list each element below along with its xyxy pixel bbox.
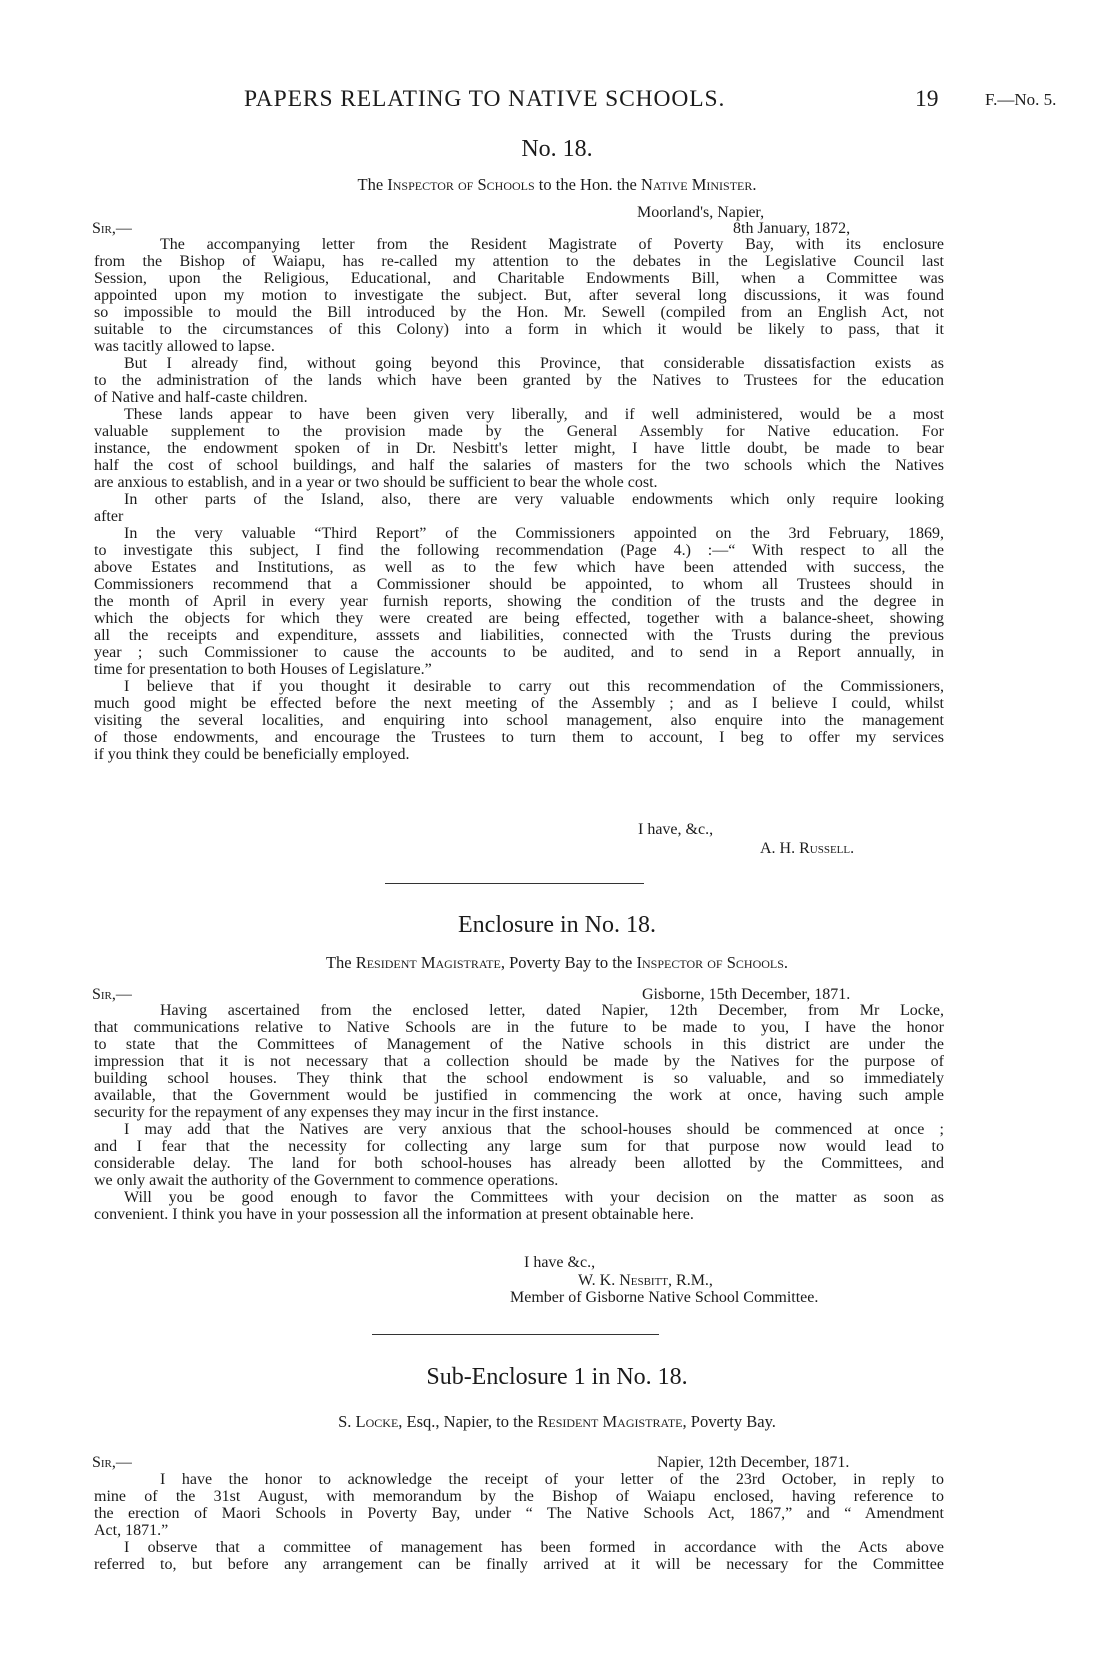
letter-salutation: Sir,— — [92, 220, 132, 237]
body-text-line: half the cost of school buildings, and half the salaries of masters for the two schools which the Natives — [94, 457, 944, 474]
body-text-line: But I already find, without going beyond this Province, that considerable dissatisfaction exists as — [124, 355, 944, 372]
body-text-line: In the very valuable “Third Report” of the Commissioners appointed on the 3rd February, 1869, — [124, 525, 944, 542]
body-text-line: we only await the authority of the Government to commence operations. — [94, 1172, 559, 1189]
body-text-line: I believe that if you thought it desirable to carry out this recommendation of the Commissioners, — [124, 678, 944, 695]
sender-title: Inspector of Schools — [387, 175, 535, 194]
body-text-line: Will you be good enough to favor the Committees with your decision on the matter as soon as — [124, 1189, 944, 1206]
body-text-line: if you think they could be beneficially employed. — [94, 746, 410, 763]
recipient-title: Resident Magistrate — [537, 1412, 683, 1431]
body-text-line: much good might be effected before the next meeting of the Assembly ; and as I believe I could, whilst — [94, 695, 944, 712]
body-text-line: available, that the Government would be justified in commencing the work at once, having such ample — [94, 1087, 944, 1104]
enclosure-place-date: Gisborne, 15th December, 1871. — [642, 986, 851, 1003]
body-text-line: building school houses. They think that the school endowment is so valuable, and so immediately — [94, 1070, 944, 1087]
sub-enclosure-addressing: S. Locke, Esq., Napier, to the Resident Magistrate, Poverty Bay. — [338, 1412, 776, 1431]
body-text-line: security for the repayment of any expenses they may incur in the first instance. — [94, 1104, 599, 1121]
letter-place: Moorland's, Napier, — [637, 204, 765, 221]
body-text-line: the erection of Maori Schools in Poverty Bay, under “ The Native Schools Act, 1867,” and “ Amendment — [94, 1505, 944, 1522]
body-text-line: the month of April in every year furnish reports, showing the condition of the trusts and the degree in — [94, 593, 944, 610]
body-text-line: time for presentation to both Houses of Legislature.” — [94, 661, 432, 678]
section-divider — [385, 883, 644, 884]
sender-title: Resident Magistrate — [355, 953, 501, 972]
body-text-line: all the receipts and expenditure, asssets and liabilities, connected with the Trusts during the previous — [94, 627, 944, 644]
sub-enclosure-salutation: Sir,— — [92, 1454, 132, 1471]
enclosure-signature: W. K. Nesbitt, R.M., — [578, 1272, 713, 1289]
body-text-line: that communications relative to Native Schools are in the future to be made to you, I have the honor — [94, 1019, 944, 1036]
enclosure-heading: Enclosure in No. 18. — [458, 912, 656, 938]
body-text-line: In other parts of the Island, also, there are very valuable endowments which only require looking — [124, 491, 944, 508]
body-text-line: from the Bishop of Waiapu, has re-called my attention to the debates in the Legislative Council last — [94, 253, 944, 270]
section-divider — [372, 1334, 659, 1335]
body-text-line: to investigate this subject, I find the following recommendation (Page 4.) :—“ With respect to all the — [94, 542, 944, 559]
body-text-line: are anxious to establish, and in a year or two should be sufficient to bear the whole cost. — [94, 474, 658, 491]
body-text-line: which the objects for which they were created are being effected, together with a balance-sheet, showing — [94, 610, 944, 627]
body-text-line: instance, the endowment spoken of in Dr. Nesbitt's letter might, I have little doubt, be made to bear — [94, 440, 944, 457]
enclosure-addressing: The Resident Magistrate, Poverty Bay to the Inspector of Schools. — [325, 953, 789, 972]
body-text-line: to the administration of the lands which have been granted by the Natives to Trustees for the education — [94, 372, 944, 389]
letter-signature: A. H. Russell. — [760, 840, 855, 857]
body-text-line: mine of the 31st August, with memorandum by the Bishop of Waiapu enclosed, having reference to — [94, 1488, 944, 1505]
body-text-line: to state that the Committees of Management of the Native schools in this district are under the — [94, 1036, 944, 1053]
body-text-line: so impossible to mould the Bill introduced by the Hon. Mr. Sewell (compiled from an English Act, not — [94, 304, 944, 321]
body-text-line: visiting the several localities, and enquiring into school management, also enquire into the management — [94, 712, 944, 729]
body-text-line: Having ascertained from the enclosed letter, dated Napier, 12th December, from Mr Locke, — [160, 1002, 944, 1019]
body-text-line: convenient. I think you have in your possession all the information at present obtainable here. — [94, 1206, 694, 1223]
body-text-line: Session, upon the Religious, Educational, and Charitable Endowments Bill, when a Committee was — [94, 270, 944, 287]
body-text-line: above Estates and Institutions, as well as to the few which have been attended with success, the — [94, 559, 944, 576]
letter-date: 8th January, 1872, — [733, 220, 851, 237]
body-text-line: Commissioners recommend that a Commissioner should be appointed, to whom all Trustees should in — [94, 576, 944, 593]
letter-heading: No. 18. — [521, 136, 593, 162]
letter-addressing: The Inspector of Schools to the Hon. the Native Minister. — [357, 175, 757, 194]
letter-closing: I have, &c., — [638, 821, 714, 838]
body-text-line: These lands appear to have been given very liberally, and if well administered, would be a most — [124, 406, 944, 423]
body-text-line: was tacitly allowed to lapse. — [94, 338, 275, 355]
sub-enclosure-place-date: Napier, 12th December, 1871. — [657, 1454, 850, 1471]
running-header-title: PAPERS RELATING TO NATIVE SCHOOLS. — [244, 86, 726, 112]
body-text-line: The accompanying letter from the Resident Magistrate of Poverty Bay, with its enclosure — [160, 236, 944, 253]
body-text-line: I may add that the Natives are very anxious that the school-houses should be commenced at once ; — [124, 1121, 944, 1138]
recipient-title: Inspector of Schools — [636, 953, 784, 972]
body-text-line: after — [94, 508, 124, 525]
sub-enclosure-heading: Sub-Enclosure 1 in No. 18. — [426, 1364, 688, 1390]
paper-reference: F.—No. 5. — [985, 90, 1057, 109]
body-text-line: and I fear that the necessity for collecting any large sum for that purpose now would lead to — [94, 1138, 944, 1155]
body-text-line: of those endowments, and encourage the Trustees to turn them to account, I beg to offer my services — [94, 729, 944, 746]
enclosure-closing: I have &c., — [524, 1254, 596, 1271]
body-text-line: valuable supplement to the provision made by the General Assembly for Native education. For — [94, 423, 944, 440]
body-text-line: appointed upon my motion to investigate the subject. But, after several long discussions, it was found — [94, 287, 944, 304]
body-text-line: of Native and half-caste children. — [94, 389, 308, 406]
body-text-line: year ; such Commissioner to cause the accounts to be audited, and to send in a Report annually, in — [94, 644, 944, 661]
enclosure-salutation: Sir,— — [92, 986, 132, 1003]
body-text-line: I have the honor to acknowledge the receipt of your letter of the 23rd October, in reply to — [160, 1471, 944, 1488]
recipient-title: Native Minister — [641, 175, 753, 194]
body-text-line: I observe that a committee of management has been formed in accordance with the Acts above — [124, 1539, 944, 1556]
body-text-line: suitable to the circumstances of this Colony) into a form in which it would be likely to pass, that it — [94, 321, 944, 338]
body-text-line: Act, 1871.” — [94, 1522, 169, 1539]
enclosure-signature-title: Member of Gisborne Native School Committee. — [510, 1289, 819, 1306]
body-text-line: impression that it is not necessary that a collection should be made by the Natives for the purpose of — [94, 1053, 944, 1070]
body-text-line: considerable delay. The land for both school-houses has already been allotted by the Committees, and — [94, 1155, 944, 1172]
sender-name: S. Locke — [338, 1412, 399, 1431]
body-text-line: referred to, but before any arrangement can be finally arrived at it will be necessary for the Committee — [94, 1556, 944, 1573]
page-number: 19 — [915, 86, 939, 112]
